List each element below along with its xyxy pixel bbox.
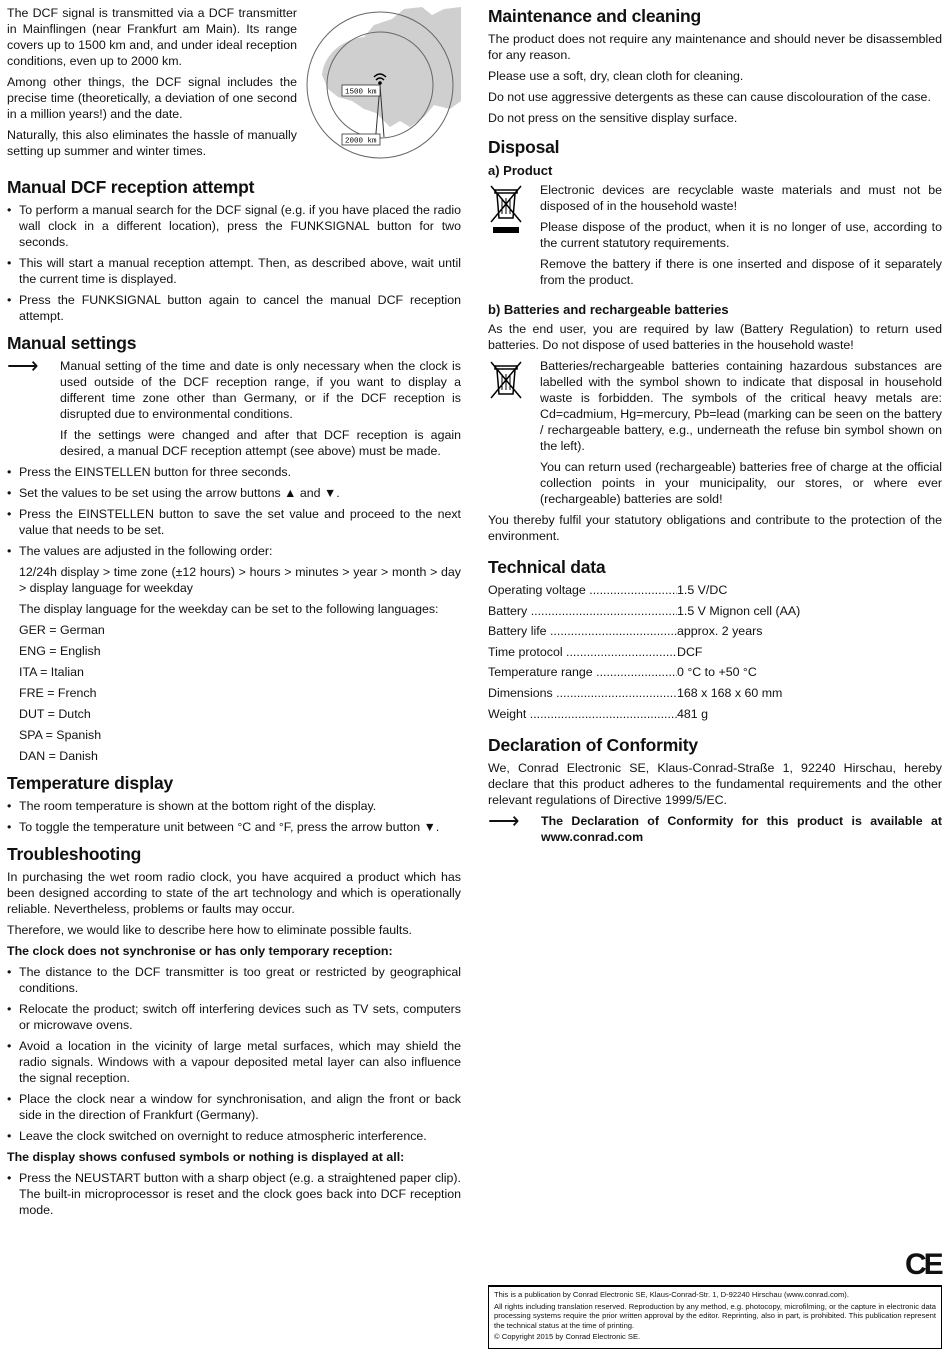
language-item: ITA = Italian [19,665,84,679]
table-row [488,644,942,660]
intro-paragraph: Naturally, this also eliminates the hassle of manually setting up summer and winter times. [7,128,297,158]
section-heading: Manual DCF reception attempt [7,177,255,197]
temperature-list [7,798,461,835]
troubleshooting-list-2 [7,1170,461,1218]
note-paragraph: If the settings were changed and after that DCF reception is again desired, a manual DCF reception attempt (see above) must be made. [60,428,461,458]
language-item: ENG = English [19,644,101,658]
body-paragraph: In purchasing the wet room radio clock, you have acquired a product which has been designed according to state of the art technology and which is operationally reliable. Nevertheless, problems or faults may occur. [7,870,461,916]
list-item: • Press the EINSTELLEN button to save the set value and proceed to the next value that needs to be set. [7,506,461,538]
manual-settings-list [7,464,461,559]
settings-order: 12/24h display > time zone (±12 hours) > hours > minutes > year > month > day > display language for weekday [19,565,461,595]
language-item: DUT = Dutch [19,707,91,721]
body-paragraph: Electronic devices are recyclable waste materials and must not be disposed of in the household waste! [540,183,942,213]
tech-value: 481 g [677,706,709,721]
range-label-2000: 2000 km [345,137,377,146]
tech-label: Temperature range ..... [488,664,677,680]
tech-label: Battery ..... [488,603,677,619]
intro-paragraph: The DCF signal is transmitted via a DCF transmitter in Mainflingen (near Frankfurt am Main). Its range covers up to 1500 km and, and under ideal reception conditions, even up to 2000 km. [7,6,297,68]
list-item: • Press the EINSTELLEN button for three seconds. [7,464,461,480]
arrow-right-icon: ⟶ [7,353,39,378]
language-item: SPA = Spanish [19,728,102,742]
body-paragraph: You can return used (rechargeable) batteries free of charge at the official collection points in your municipality, our stores, or where ever (rechargeable) batteries are sold! [540,460,942,506]
section-heading: Technical data [488,557,606,577]
list-item: • To toggle the temperature unit between °C and °F, press the arrow button ▼. [7,819,461,835]
body-paragraph: As the end user, you are required by law (Battery Regulation) to return used batteries. Do not dispose of used batteries in the household waste! [488,322,942,352]
tech-label: Time protocol ..... [488,644,677,660]
tech-label: Dimensions ..... [488,685,677,701]
list-item: • To perform a manual search for the DCF signal (e.g. if you have placed the radio wall clock in a different location), press the FUNKSIGNAL button for two seconds. [7,202,461,250]
section-heading: Maintenance and cleaning [488,6,702,26]
table-row [488,706,942,722]
crossed-bin-icon [488,182,524,234]
table-row [488,685,942,701]
list-item: • Set the values to be set using the arrow buttons ▲ and ▼. [7,485,461,501]
conformity-note-text: The Declaration of Conformity for this product is available at www.conrad.com [541,813,942,844]
right-column [488,0,942,850]
tech-value: approx. 2 years [677,624,763,639]
body-paragraph: We, Conrad Electronic SE, Klaus-Conrad-Straße 1, 92240 Hirschau, hereby declare that this product adheres to the fundamental requirements and the other relevant regulations of Directive 1999/5/EC. [488,760,942,807]
tech-value: DCF [677,644,703,659]
sub-heading: b) Batteries and rechargeable batteries [488,302,729,317]
footer-line: © Copyright 2015 by Conrad Electronic SE. [494,1332,641,1341]
body-paragraph: Please use a soft, dry, clean cloth for cleaning. [488,69,744,83]
product-disposal-block [488,182,942,293]
manual-settings-note [7,353,461,464]
section-heading: Disposal [488,137,560,157]
tech-value: 168 x 168 x 60 mm [677,685,783,700]
language-item: FRE = French [19,686,97,700]
europe-map-silhouette [322,7,461,127]
list-item: • Leave the clock switched on overnight to reduce atmospheric interference. [7,1128,461,1144]
language-list [7,622,461,764]
tech-label: Battery life ..... [488,623,677,639]
footer-line: All rights including translation reserved. Reproduction by any method, e.g. photocopy, microfilming, or the capture in electronic data processing systems require the prior written approval by the editor. Reprinting, also in part, is prohibited. This publication represent the technical status at the time of printing. [494,1301,936,1330]
list-item: • The distance to the DCF transmitter is too great or restricted by geographical conditions. [7,964,461,996]
conformity-note [488,807,942,850]
section-heading: Temperature display [7,773,174,793]
manual-dcf-list [7,202,461,324]
list-item: • Press the FUNKSIGNAL button again to cancel the manual DCF reception attempt. [7,292,461,324]
body-paragraph: The product does not require any maintenance and should never be disassembled for any reason. [488,32,942,62]
body-paragraph: Do not use aggressive detergents as these can cause discolouration of the case. [488,90,931,104]
tech-value: 1.5 V Mignon cell (AA) [677,603,801,618]
section-heading: Declaration of Conformity [488,734,698,755]
table-row [488,603,942,619]
language-item: DAN = Danish [19,749,98,763]
ce-mark-logo: CE [905,1248,941,1281]
arrow-right-icon: ⟶ [488,807,520,833]
battery-disposal-block [488,358,942,512]
dcf-range-map [304,5,461,165]
tech-value: 1.5 V/DC [677,583,728,597]
range-label-1500: 1500 km [345,88,377,97]
table-row [488,623,942,639]
body-paragraph: Therefore, we would like to describe here how to eliminate possible faults. [7,923,412,937]
note-paragraph: Manual setting of the time and date is only necessary when the clock is used outside of the DCF reception range, if you want to display a different time zone other than Germany, or if the DCF reception is disrupted due to environmental conditions. [60,359,461,421]
sub-heading: The display shows confused symbols or nothing is displayed at all: [7,1150,405,1164]
list-item: • The values are adjusted in the following order: [7,543,461,559]
list-item: • Avoid a location in the vicinity of large metal surfaces, which may shield the radio signals. Windows with a vapour deposited metal layer can also influence the signal reception. [7,1038,461,1086]
body-paragraph: Please dispose of the product, when it is no longer of use, according to the current statutory requirements. [540,220,942,250]
body-paragraph: Remove the battery if there is one inserted and dispose of it separately from the product. [540,257,942,287]
table-row [488,664,942,680]
list-item: • Place the clock near a window for synchronisation, and align the front or back side in the direction of Frankfurt (Germany). [7,1091,461,1123]
crossed-bin-icon [488,358,524,400]
tech-label: Operating voltage ..... [488,582,677,598]
section-heading: Manual settings [7,333,137,353]
language-item: GER = German [19,623,105,637]
intro-section [7,0,461,168]
troubleshooting-list [7,964,461,1144]
list-item: • Relocate the product; switch off interfering devices such as TV sets, computers or microwave ovens. [7,1001,461,1033]
body-paragraph: Batteries/rechargeable batteries containing hazardous substances are labelled with the symbol shown to indicate that disposal in household waste is forbidden. The symbols of the critical heavy metals are: Cd=cadmium, Hg=mercury, Pb=lead (marking can be seen on the battery / rechargeable battery, e.g., underneath the refuse bin symbol shown on the left). [540,359,942,453]
publication-footer [488,1285,942,1349]
body-paragraph: Do not press on the sensitive display surface. [488,111,738,125]
list-item: • The room temperature is shown at the bottom right of the display. [7,798,461,814]
list-item: • Press the NEUSTART button with a sharp object (e.g. a straightened paper clip). The built-in microprocessor is reset and the clock goes back into DCF reception mode. [7,1170,461,1218]
body-paragraph: You thereby fulfil your statutory obligations and contribute to the protection of the environment. [488,513,942,543]
left-column [7,0,461,1223]
sub-heading: The clock does not synchronise or has only temporary reception: [7,944,393,958]
languages-intro: The display language for the weekday can be set to the following languages: [19,602,439,616]
tech-label: Weight ..... [488,706,677,722]
table-row [488,582,942,598]
section-heading: Troubleshooting [7,844,142,864]
sub-heading: a) Product [488,163,553,178]
technical-data-table [488,582,942,722]
tech-value: 0 °C to +50 °C [677,665,757,680]
intro-paragraph: Among other things, the DCF signal includes the precise time (theoretically, a deviation of one second in a million years!) and the date. [7,75,297,121]
footer-line: This is a publication by Conrad Electronic SE, Klaus-Conrad-Str. 1, D-92240 Hirschau (www.conrad.com). [494,1290,849,1299]
list-item: • This will start a manual reception attempt. Then, as described above, wait until the current time is displayed. [7,255,461,287]
